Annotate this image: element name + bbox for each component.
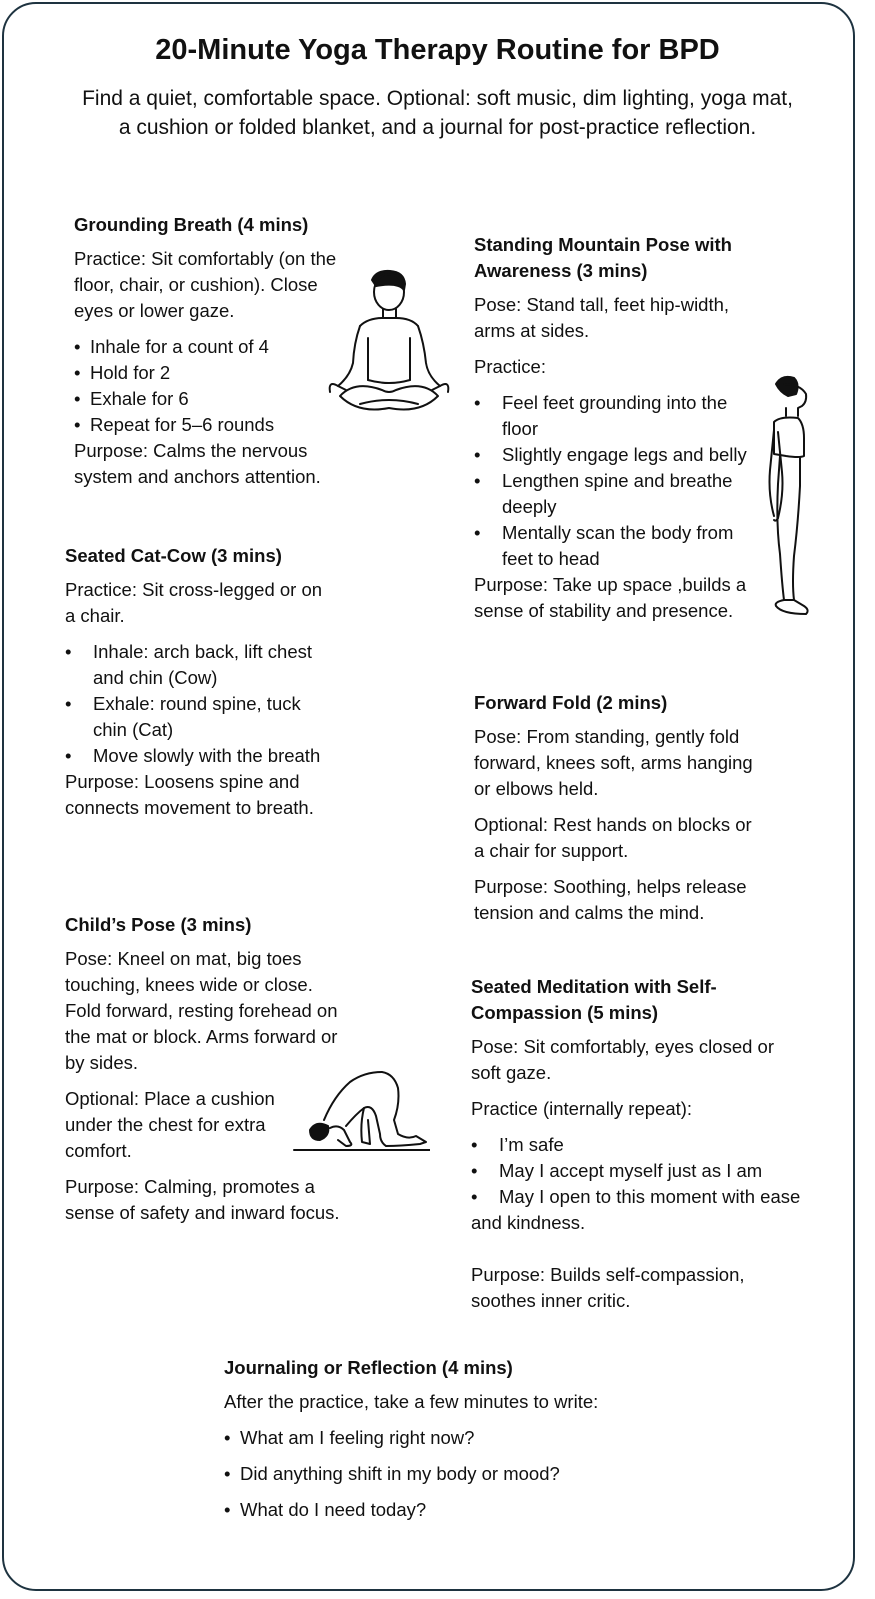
catcow-purpose: Purpose: Loosens spine and connects movement to breath. [65, 771, 314, 818]
section-seated-meditation [471, 974, 801, 1314]
list-item: • Hold for 2 [74, 360, 342, 386]
section-forward-fold [474, 690, 759, 936]
meditation-purpose: Purpose: Builds self-compassion, soothes inner critic. [471, 1264, 745, 1311]
grounding-heading: Grounding Breath (4 mins) [74, 214, 309, 235]
list-item: • Mentally scan the body from feet to head [474, 520, 759, 572]
journal-heading: Journaling or Reflection (4 mins) [224, 1357, 513, 1378]
child-optional: Optional: Place a cushion under the chest for extra comfort. [65, 1088, 275, 1161]
fold-purpose: Purpose: Soothing, helps release tension and calms the mind. [474, 876, 747, 923]
meditation-pose: Pose: Sit comfortably, eyes closed or soft gaze. [471, 1036, 774, 1083]
section-journaling [224, 1355, 684, 1523]
section-mountain-pose [474, 232, 766, 624]
list-item: • Slightly engage legs and belly [474, 442, 759, 468]
seated-meditation-figure-icon [320, 268, 452, 426]
page-title: 20-Minute Yoga Therapy Routine for BPD [155, 34, 720, 66]
catcow-practice: Practice: Sit cross-legged or on a chair. [65, 579, 323, 626]
mountain-practice-label: Practice: [474, 356, 546, 377]
mountain-purpose: Purpose: Take up space ,builds a sense of stability and presence. [474, 574, 747, 621]
section-grounding-breath [74, 212, 342, 490]
list-item: • What am I feeling right now? [224, 1425, 684, 1451]
fold-heading: Forward Fold (2 mins) [474, 692, 668, 713]
list-item: • Inhale: arch back, lift chest and chin (Cow) [65, 639, 335, 691]
catcow-steps [65, 639, 335, 769]
list-item: • Repeat for 5–6 rounds [74, 412, 342, 438]
grounding-steps [74, 334, 342, 438]
mountain-steps [474, 390, 759, 572]
journal-questions [224, 1425, 684, 1523]
list-item: • Lengthen spine and breathe deeply [474, 468, 759, 520]
list-item: • May I open to this moment with ease and kindness. [471, 1186, 801, 1233]
meditation-heading: Seated Meditation with Self-Compassion (5 mins) [471, 976, 717, 1023]
child-heading: Child’s Pose (3 mins) [65, 914, 252, 935]
list-item: • Inhale for a count of 4 [74, 334, 342, 360]
standing-mountain-figure-icon [760, 374, 812, 620]
mountain-heading: Standing Mountain Pose with Awareness (3 mins) [474, 234, 732, 281]
list-item: • Exhale: round spine, tuck chin (Cat) [65, 691, 335, 743]
meditation-steps [471, 1132, 801, 1236]
grounding-purpose: Purpose: Calms the nervous system and anchors attention. [74, 440, 321, 487]
child-purpose: Purpose: Calming, promotes a sense of safety and inward focus. [65, 1176, 340, 1223]
meditation-practice-label: Practice (internally repeat): [471, 1098, 693, 1119]
journal-intro: After the practice, take a few minutes to write: [224, 1391, 599, 1412]
fold-pose: Pose: From standing, gently fold forward, knees soft, arms hanging or elbows held. [474, 726, 753, 799]
list-item: • May I accept myself just as I am [471, 1160, 763, 1181]
intro-text: Find a quiet, comfortable space. Optional: soft music, dim lighting, yoga mat, a cushion or folded blanket, and a journal for post-practice reflection. [82, 87, 793, 139]
mountain-pose: Pose: Stand tall, feet hip-width, arms at sides. [474, 294, 730, 341]
list-item: • Did anything shift in my body or mood? [224, 1461, 684, 1487]
childs-pose-figure-icon [290, 1068, 430, 1154]
list-item: • I’m safe [471, 1134, 564, 1155]
list-item: • Exhale for 6 [74, 386, 342, 412]
catcow-heading: Seated Cat-Cow (3 mins) [65, 545, 282, 566]
list-item: • Feel feet grounding into the floor [474, 390, 759, 442]
grounding-practice: Practice: Sit comfortably (on the floor, chair, or cushion). Close eyes or lower gaze. [74, 248, 337, 321]
fold-optional: Optional: Rest hands on blocks or a chair for support. [474, 814, 752, 861]
list-item: • Move slowly with the breath [65, 743, 335, 769]
child-pose: Pose: Kneel on mat, big toes touching, knees wide or close. Fold forward, resting forehead on the mat or block. Arms forward or by sides. [65, 948, 338, 1073]
section-cat-cow [65, 543, 335, 821]
list-item: • What do I need today? [224, 1497, 684, 1523]
